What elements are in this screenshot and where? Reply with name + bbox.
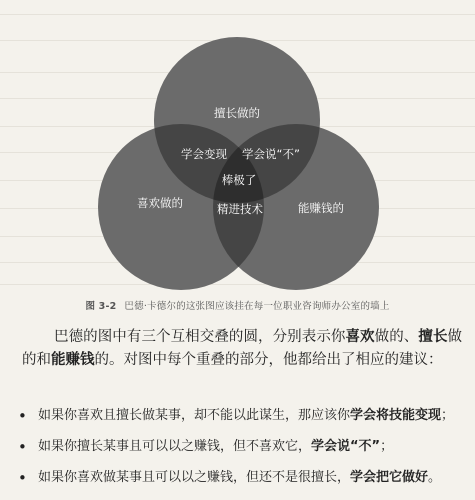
para-tail: 的。对图中每个重叠的部分，他都给出了相应的建议： bbox=[94, 352, 443, 368]
list-item-emphasis: 学会把它做好 bbox=[350, 470, 429, 485]
label-overlap-top-left: 学会变现 bbox=[181, 147, 227, 161]
list-item-text: 如果你喜欢且擅长做某事，却不能以此谋生，那应该你 bbox=[38, 408, 351, 423]
bullet-dot: • bbox=[18, 438, 27, 456]
list-item-end: ； bbox=[380, 439, 394, 454]
keyword-earn: 能赚钱 bbox=[51, 352, 95, 368]
label-right-circle: 能赚钱的 bbox=[298, 201, 344, 215]
list-item-emphasis: 学会说“不” bbox=[311, 439, 381, 454]
figure-caption-text: 巴德·卡德尔的这张图应该挂在每一位职业咨询师办公室的墙上 bbox=[124, 301, 390, 312]
keyword-good-at: 擅长 bbox=[418, 329, 448, 345]
list-item bbox=[14, 468, 472, 488]
label-overlap-center: 棒极了 bbox=[221, 173, 257, 187]
para-seg-2: 做的和 bbox=[22, 329, 463, 368]
label-top-circle: 擅长做的 bbox=[214, 106, 260, 120]
list-item-text: 如果你喜欢做某事且可以以之赚钱，但还不是很擅长， bbox=[38, 470, 351, 485]
list-item-end: 。 bbox=[428, 470, 442, 485]
figure-number: 图 3-2 bbox=[85, 301, 117, 312]
list-item-emphasis: 学会将技能变现 bbox=[350, 408, 442, 423]
keyword-like: 喜欢 bbox=[345, 329, 375, 345]
figure-caption bbox=[0, 298, 475, 312]
list-item bbox=[14, 437, 472, 457]
para-seg-1: 做的、 bbox=[374, 329, 419, 345]
label-left-circle: 喜欢做的 bbox=[137, 196, 183, 210]
list-item-end: ； bbox=[441, 408, 455, 423]
bullet-dot: • bbox=[18, 407, 27, 425]
body-paragraph bbox=[22, 326, 462, 372]
bullet-dot: • bbox=[18, 469, 27, 487]
list-item bbox=[14, 406, 472, 426]
para-lead: 巴德的图中有三个互相交叠的圆，分别表示你 bbox=[54, 329, 346, 345]
advice-list bbox=[14, 406, 472, 499]
label-overlap-left-right: 精进技术 bbox=[217, 202, 263, 216]
label-overlap-top-right: 学会说“不” bbox=[242, 147, 300, 161]
list-item-text: 如果你擅长某事且可以以之赚钱，但不喜欢它， bbox=[38, 439, 312, 454]
